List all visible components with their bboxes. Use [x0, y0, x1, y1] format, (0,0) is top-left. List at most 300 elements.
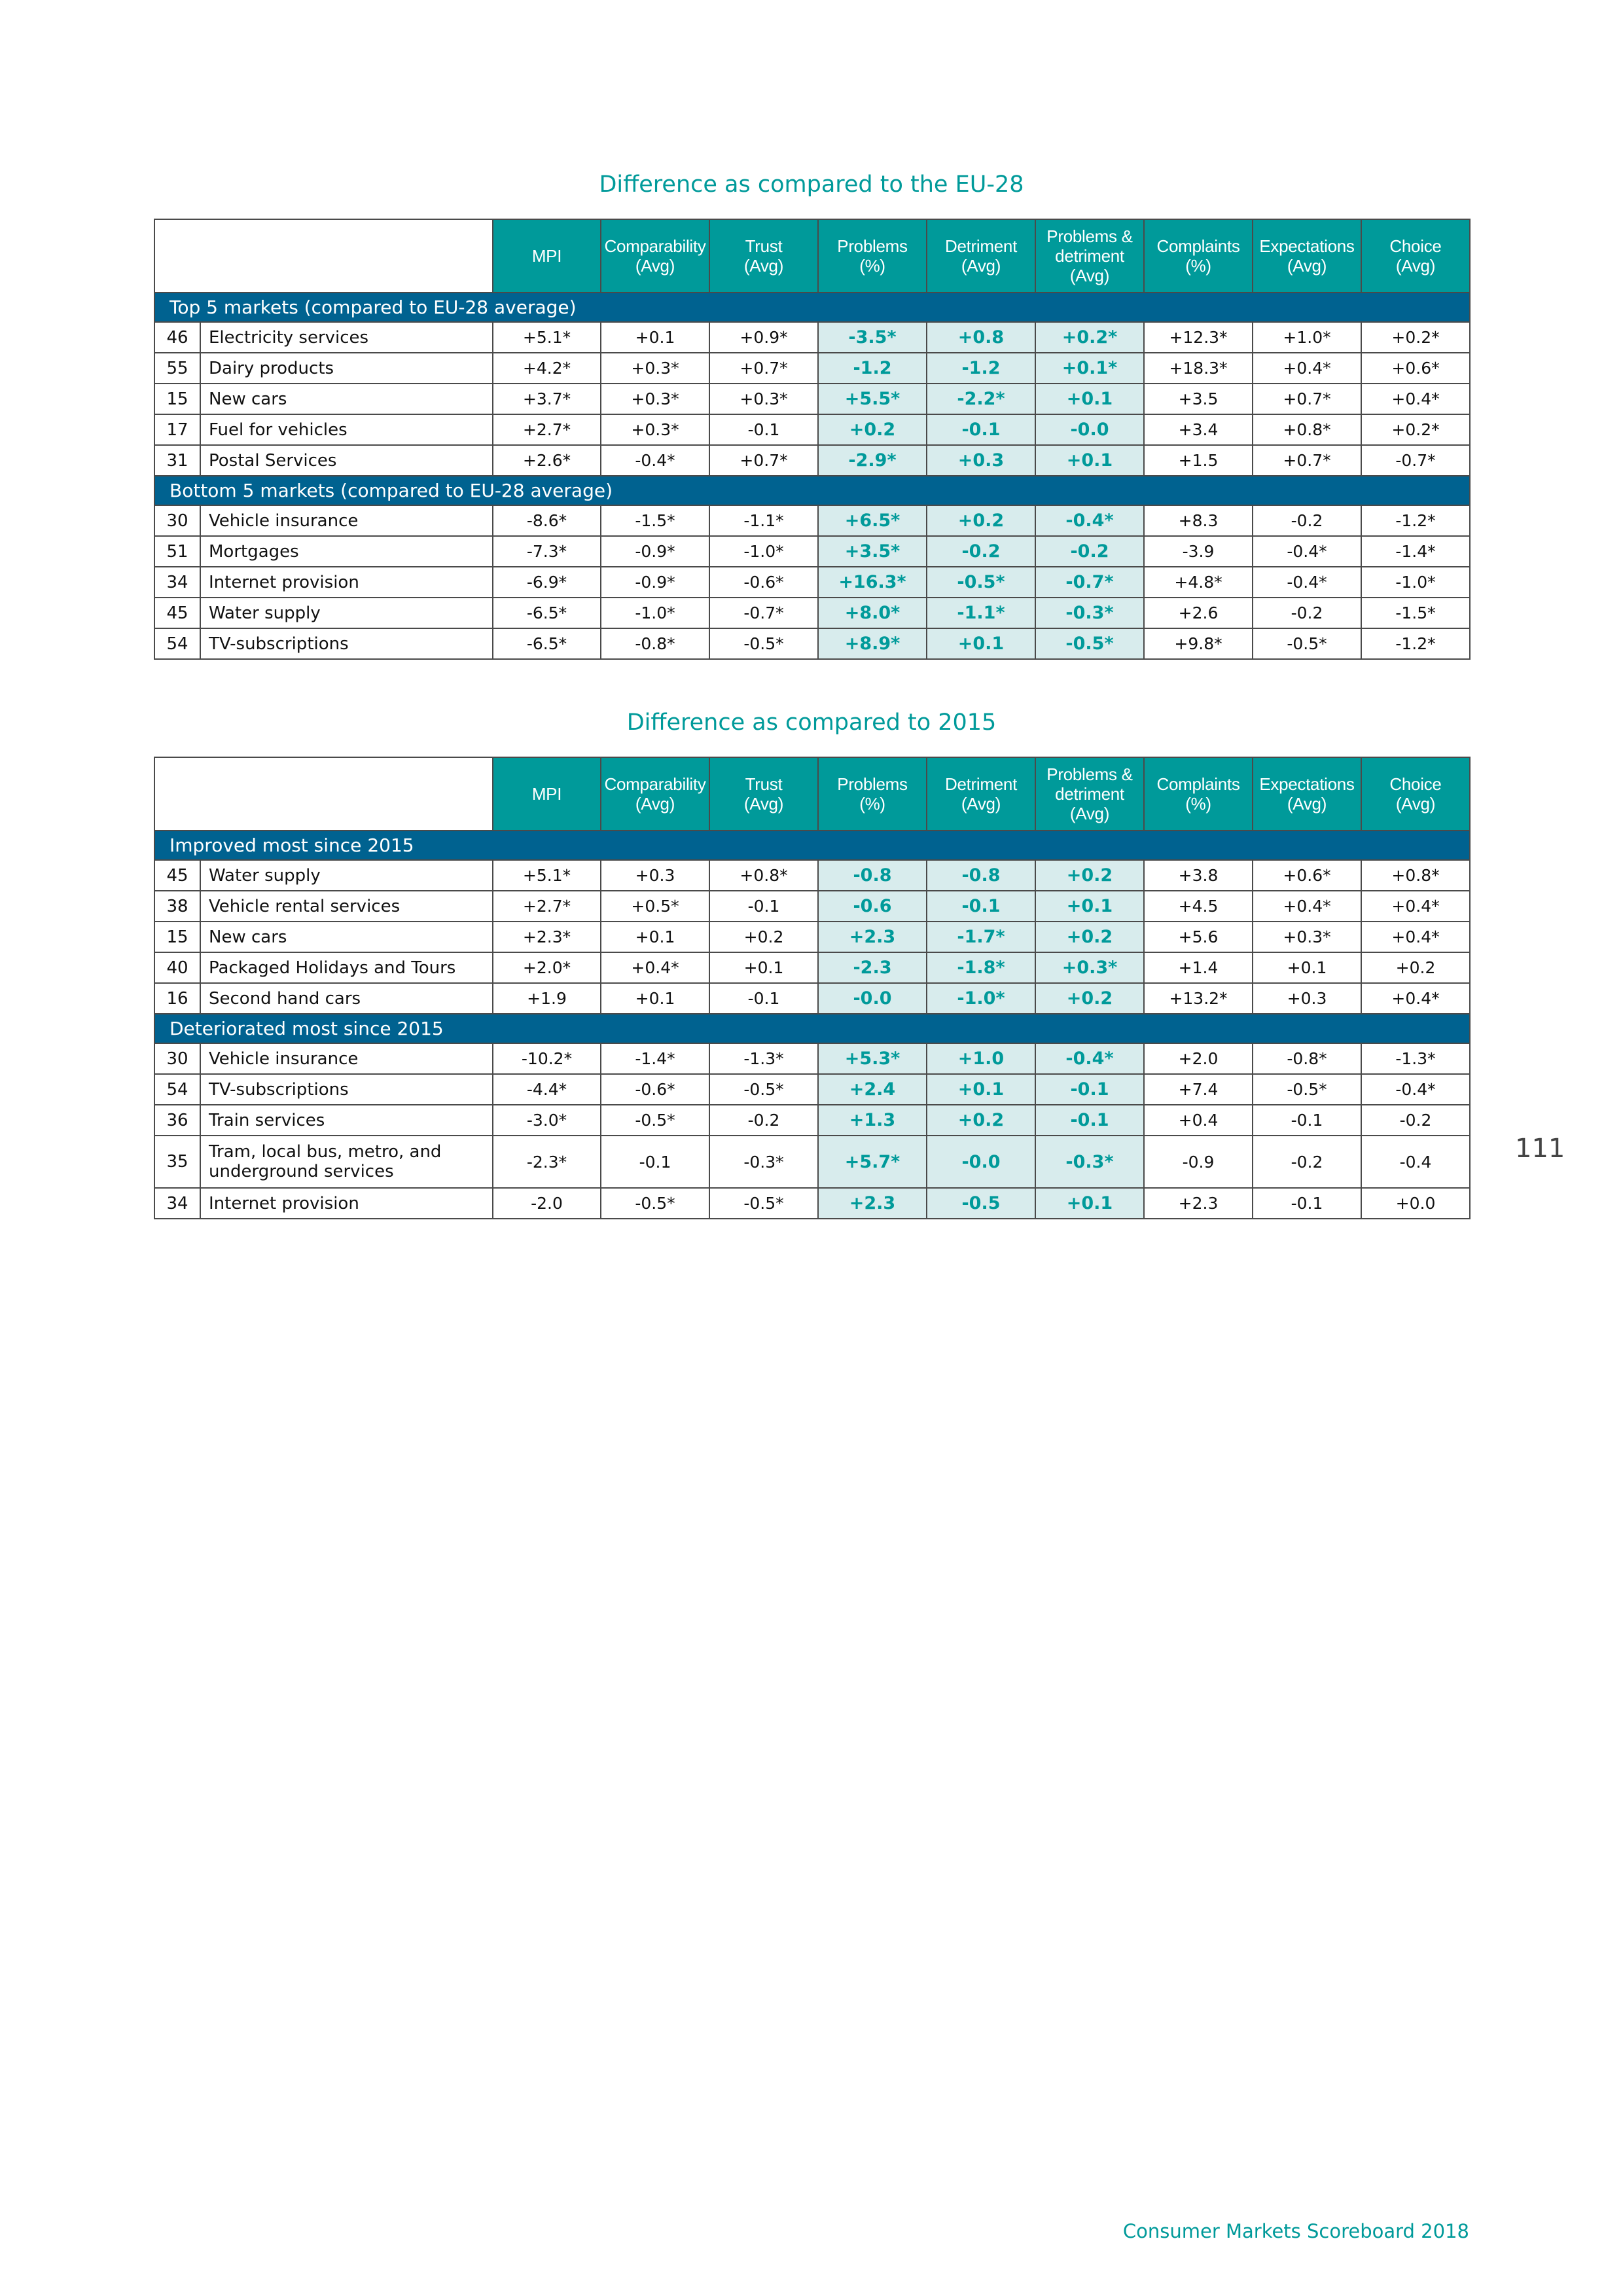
problems-detriment-value-cell: -0.4*	[1035, 1043, 1144, 1074]
column-header-line: MPI	[531, 246, 562, 266]
complaints-value-cell: +8.3	[1144, 505, 1253, 536]
detriment-value-cell: +0.8	[927, 322, 1035, 353]
mpi-value-cell: +4.2*	[493, 353, 601, 384]
table-row	[154, 567, 1470, 598]
table2-title: Difference as compared to 2015	[626, 709, 997, 736]
column-header-line: Expectations	[1259, 236, 1355, 256]
table-row	[154, 322, 1470, 353]
choice-value-cell: +0.4*	[1361, 891, 1470, 922]
header-row	[154, 219, 1470, 293]
column-header-choice	[1361, 757, 1470, 831]
detriment-value-cell: -0.1	[927, 891, 1035, 922]
mpi-value-cell: +2.6*	[493, 445, 601, 476]
mpi-value-cell: +5.1*	[493, 322, 601, 353]
market-name-cell: Tram, local bus, metro, and underground services	[200, 1136, 493, 1188]
problems-detriment-value-cell: +0.1	[1035, 384, 1144, 414]
detriment-value-cell: +1.0	[927, 1043, 1035, 1074]
complaints-value-cell: +18.3*	[1144, 353, 1253, 384]
eu28-comparison-table	[154, 219, 1471, 660]
column-header-complaints	[1144, 757, 1253, 831]
column-header-line: (Avg)	[961, 256, 1001, 276]
header-blank-cell	[154, 219, 493, 293]
problems-detriment-value-cell: -0.4*	[1035, 505, 1144, 536]
rank-cell: 17	[154, 414, 200, 445]
market-name-cell: Mortgages	[200, 536, 493, 567]
comparability-value-cell: +0.3	[601, 860, 709, 891]
comparability-value-cell: +0.1	[601, 922, 709, 952]
problems-detriment-value-cell: +0.2	[1035, 860, 1144, 891]
problems-detriment-value-cell: +0.3*	[1035, 952, 1144, 983]
expectations-value-cell: +0.4*	[1253, 353, 1361, 384]
market-name-cell: New cars	[200, 922, 493, 952]
complaints-value-cell: +3.4	[1144, 414, 1253, 445]
comparability-value-cell: -0.6*	[601, 1074, 709, 1105]
trust-value-cell: -0.5*	[709, 1074, 818, 1105]
trust-value-cell: -1.3*	[709, 1043, 818, 1074]
group-header-row	[154, 831, 1470, 860]
trust-value-cell: +0.2	[709, 922, 818, 952]
expectations-value-cell: -0.1	[1253, 1188, 1361, 1219]
comparability-value-cell: +0.3*	[601, 353, 709, 384]
market-name-cell: Fuel for vehicles	[200, 414, 493, 445]
expectations-value-cell: -0.1	[1253, 1105, 1361, 1136]
problems-value-cell: -3.5*	[818, 322, 927, 353]
mpi-value-cell: -2.0	[493, 1188, 601, 1219]
trust-value-cell: +0.7*	[709, 445, 818, 476]
rank-cell: 45	[154, 598, 200, 628]
column-header-detriment	[927, 757, 1035, 831]
problems-detriment-value-cell: -0.0	[1035, 414, 1144, 445]
comparability-value-cell: +0.5*	[601, 891, 709, 922]
mpi-value-cell: +2.7*	[493, 891, 601, 922]
column-header-line: detriment	[1055, 784, 1124, 804]
column-header-line: (Avg)	[1287, 256, 1327, 276]
market-name-cell: Postal Services	[200, 445, 493, 476]
column-header-mpi	[493, 219, 601, 293]
market-name-cell: Second hand cars	[200, 983, 493, 1014]
problems-detriment-value-cell: +0.1	[1035, 445, 1144, 476]
rank-cell: 36	[154, 1105, 200, 1136]
column-header-detriment	[927, 219, 1035, 293]
trust-value-cell: +0.1	[709, 952, 818, 983]
problems-value-cell: +8.0*	[818, 598, 927, 628]
column-header-line: (Avg)	[1395, 256, 1436, 276]
complaints-value-cell: +0.4	[1144, 1105, 1253, 1136]
table-row	[154, 1105, 1470, 1136]
rank-cell: 54	[154, 1074, 200, 1105]
choice-value-cell: +0.4*	[1361, 922, 1470, 952]
complaints-value-cell: +7.4	[1144, 1074, 1253, 1105]
complaints-value-cell: +9.8*	[1144, 628, 1253, 659]
detriment-value-cell: +0.1	[927, 1074, 1035, 1105]
choice-value-cell: -0.4*	[1361, 1074, 1470, 1105]
expectations-value-cell: -0.2	[1253, 1136, 1361, 1188]
table-row	[154, 445, 1470, 476]
problems-value-cell: -0.8	[818, 860, 927, 891]
rank-cell: 34	[154, 1188, 200, 1219]
problems-value-cell: +5.3*	[818, 1043, 927, 1074]
problems-detriment-value-cell: +0.1	[1035, 891, 1144, 922]
expectations-value-cell: -0.5*	[1253, 628, 1361, 659]
expectations-value-cell: +0.7*	[1253, 384, 1361, 414]
mpi-value-cell: +2.3*	[493, 922, 601, 952]
column-header-choice	[1361, 219, 1470, 293]
table-row	[154, 983, 1470, 1014]
problems-value-cell: +5.7*	[818, 1136, 927, 1188]
market-name-cell: Dairy products	[200, 353, 493, 384]
mpi-value-cell: -6.5*	[493, 598, 601, 628]
complaints-value-cell: +1.5	[1144, 445, 1253, 476]
comparability-value-cell: +0.1	[601, 322, 709, 353]
expectations-value-cell: -0.5*	[1253, 1074, 1361, 1105]
rank-cell: 38	[154, 891, 200, 922]
market-name-cell: Internet provision	[200, 1188, 493, 1219]
problems-value-cell: +3.5*	[818, 536, 927, 567]
choice-value-cell: -1.3*	[1361, 1043, 1470, 1074]
problems-value-cell: -2.9*	[818, 445, 927, 476]
mpi-value-cell: -7.3*	[493, 536, 601, 567]
comparability-value-cell: -0.1	[601, 1136, 709, 1188]
group-label: Improved most since 2015	[154, 831, 1470, 860]
column-header-line: Comparability	[604, 774, 706, 794]
table-row	[154, 1188, 1470, 1219]
problems-value-cell: +5.5*	[818, 384, 927, 414]
table-row	[154, 860, 1470, 891]
column-header-problems	[818, 757, 927, 831]
column-header-line: Complaints	[1156, 236, 1240, 256]
column-header-expectations	[1253, 757, 1361, 831]
rank-cell: 15	[154, 384, 200, 414]
column-header-line: Problems &	[1046, 764, 1133, 784]
column-header-problems-detriment	[1035, 757, 1144, 831]
expectations-value-cell: -0.2	[1253, 598, 1361, 628]
column-header-line: MPI	[531, 784, 562, 804]
page-number: 111	[1515, 1134, 1565, 1164]
rank-cell: 35	[154, 1136, 200, 1188]
detriment-value-cell: +0.3	[927, 445, 1035, 476]
group-header-row	[154, 476, 1470, 505]
complaints-value-cell: +13.2*	[1144, 983, 1253, 1014]
trust-value-cell: -0.6*	[709, 567, 818, 598]
rank-cell: 46	[154, 322, 200, 353]
detriment-value-cell: -1.2	[927, 353, 1035, 384]
rank-cell: 55	[154, 353, 200, 384]
problems-value-cell: +16.3*	[818, 567, 927, 598]
comparability-value-cell: -0.9*	[601, 567, 709, 598]
problems-value-cell: +8.9*	[818, 628, 927, 659]
comparability-value-cell: -0.4*	[601, 445, 709, 476]
column-header-expectations	[1253, 219, 1361, 293]
problems-detriment-value-cell: -0.1	[1035, 1074, 1144, 1105]
column-header-line: Trust	[745, 236, 783, 256]
choice-value-cell: +0.8*	[1361, 860, 1470, 891]
trust-value-cell: -0.2	[709, 1105, 818, 1136]
group-label: Top 5 markets (compared to EU-28 average)	[154, 293, 1470, 322]
market-name-cell: Packaged Holidays and Tours	[200, 952, 493, 983]
rank-cell: 40	[154, 952, 200, 983]
problems-value-cell: -0.0	[818, 983, 927, 1014]
problems-detriment-value-cell: -0.3*	[1035, 1136, 1144, 1188]
mpi-value-cell: +2.7*	[493, 414, 601, 445]
choice-value-cell: +0.2	[1361, 952, 1470, 983]
trust-value-cell: -1.0*	[709, 536, 818, 567]
detriment-value-cell: +0.2	[927, 505, 1035, 536]
detriment-value-cell: -0.1	[927, 414, 1035, 445]
choice-value-cell: -0.4	[1361, 1136, 1470, 1188]
market-name-cell: Train services	[200, 1105, 493, 1136]
comparability-value-cell: -1.5*	[601, 505, 709, 536]
column-header-line: (Avg)	[1395, 794, 1436, 814]
problems-value-cell: -1.2	[818, 353, 927, 384]
choice-value-cell: -1.2*	[1361, 505, 1470, 536]
expectations-value-cell: +0.3	[1253, 983, 1361, 1014]
trust-value-cell: -0.1	[709, 891, 818, 922]
detriment-value-cell: +0.2	[927, 1105, 1035, 1136]
mpi-value-cell: -3.0*	[493, 1105, 601, 1136]
header-row	[154, 757, 1470, 831]
complaints-value-cell: -3.9	[1144, 536, 1253, 567]
group-label: Bottom 5 markets (compared to EU-28 average)	[154, 476, 1470, 505]
choice-value-cell: -1.4*	[1361, 536, 1470, 567]
trust-value-cell: -0.5*	[709, 1188, 818, 1219]
column-header-line: Complaints	[1156, 774, 1240, 794]
column-header-line: Problems &	[1046, 226, 1133, 246]
problems-detriment-value-cell: -0.7*	[1035, 567, 1144, 598]
rank-cell: 54	[154, 628, 200, 659]
detriment-value-cell: -0.8	[927, 860, 1035, 891]
comparability-value-cell: -0.5*	[601, 1188, 709, 1219]
trust-value-cell: +0.3*	[709, 384, 818, 414]
column-header-line: Comparability	[604, 236, 706, 256]
complaints-value-cell: +2.6	[1144, 598, 1253, 628]
column-header-line: Problems	[837, 774, 908, 794]
column-header-trust	[709, 757, 818, 831]
comparability-value-cell: -0.9*	[601, 536, 709, 567]
detriment-value-cell: -0.0	[927, 1136, 1035, 1188]
table-row	[154, 598, 1470, 628]
trust-value-cell: -0.7*	[709, 598, 818, 628]
expectations-value-cell: +0.7*	[1253, 445, 1361, 476]
complaints-value-cell: +2.3	[1144, 1188, 1253, 1219]
complaints-value-cell: +3.8	[1144, 860, 1253, 891]
column-header-line: (Avg)	[743, 794, 784, 814]
column-header-line: Trust	[745, 774, 783, 794]
mpi-value-cell: -2.3*	[493, 1136, 601, 1188]
expectations-value-cell: +0.1	[1253, 952, 1361, 983]
choice-value-cell: -1.5*	[1361, 598, 1470, 628]
column-header-trust	[709, 219, 818, 293]
header-blank-cell	[154, 757, 493, 831]
complaints-value-cell: -0.9	[1144, 1136, 1253, 1188]
problems-value-cell: +2.3	[818, 1188, 927, 1219]
column-header-line: Choice	[1389, 774, 1442, 794]
comparability-value-cell: -0.8*	[601, 628, 709, 659]
table-row	[154, 952, 1470, 983]
column-header-line: (%)	[1185, 794, 1211, 814]
column-header-line: (%)	[859, 256, 885, 276]
market-name-cell: TV-subscriptions	[200, 628, 493, 659]
expectations-value-cell: +0.6*	[1253, 860, 1361, 891]
detriment-value-cell: -1.0*	[927, 983, 1035, 1014]
market-name-cell: Water supply	[200, 598, 493, 628]
column-header-line: (Avg)	[1287, 794, 1327, 814]
table-row	[154, 922, 1470, 952]
comparability-value-cell: +0.4*	[601, 952, 709, 983]
expectations-value-cell: +0.3*	[1253, 922, 1361, 952]
expectations-value-cell: -0.4*	[1253, 536, 1361, 567]
group-header-row	[154, 1014, 1470, 1043]
column-header-line: (%)	[1185, 256, 1211, 276]
rank-cell: 51	[154, 536, 200, 567]
problems-detriment-value-cell: +0.1*	[1035, 353, 1144, 384]
column-header-line: (Avg)	[635, 256, 675, 276]
column-header-comparability	[601, 219, 709, 293]
comparability-value-cell: +0.1	[601, 983, 709, 1014]
problems-value-cell: -0.6	[818, 891, 927, 922]
column-header-comparability	[601, 757, 709, 831]
rank-cell: 45	[154, 860, 200, 891]
table-row	[154, 414, 1470, 445]
expectations-value-cell: -0.2	[1253, 505, 1361, 536]
column-header-line: (%)	[859, 794, 885, 814]
column-header-line: (Avg)	[1069, 804, 1110, 823]
problems-detriment-value-cell: +0.1	[1035, 1188, 1144, 1219]
trust-value-cell: -0.5*	[709, 628, 818, 659]
mpi-value-cell: +1.9	[493, 983, 601, 1014]
rank-cell: 30	[154, 505, 200, 536]
choice-value-cell: +0.6*	[1361, 353, 1470, 384]
complaints-value-cell: +4.5	[1144, 891, 1253, 922]
problems-detriment-value-cell: -0.1	[1035, 1105, 1144, 1136]
table-row	[154, 353, 1470, 384]
2015-comparison-table	[154, 757, 1471, 1219]
problems-detriment-value-cell: +0.2	[1035, 983, 1144, 1014]
trust-value-cell: +0.7*	[709, 353, 818, 384]
expectations-value-cell: -0.8*	[1253, 1043, 1361, 1074]
detriment-value-cell: +0.1	[927, 628, 1035, 659]
market-name-cell: Vehicle insurance	[200, 1043, 493, 1074]
column-header-line: Detriment	[945, 236, 1017, 256]
problems-detriment-value-cell: -0.3*	[1035, 598, 1144, 628]
complaints-value-cell: +1.4	[1144, 952, 1253, 983]
comparability-value-cell: +0.3*	[601, 384, 709, 414]
problems-detriment-value-cell: -0.5*	[1035, 628, 1144, 659]
trust-value-cell: -0.3*	[709, 1136, 818, 1188]
market-name-cell: Water supply	[200, 860, 493, 891]
trust-value-cell: -0.1	[709, 414, 818, 445]
column-header-problems-detriment	[1035, 219, 1144, 293]
market-name-cell: New cars	[200, 384, 493, 414]
comparability-value-cell: +0.3*	[601, 414, 709, 445]
table-row	[154, 536, 1470, 567]
complaints-value-cell: +4.8*	[1144, 567, 1253, 598]
comparability-value-cell: -0.5*	[601, 1105, 709, 1136]
column-header-problems	[818, 219, 927, 293]
market-name-cell: Internet provision	[200, 567, 493, 598]
complaints-value-cell: +3.5	[1144, 384, 1253, 414]
rank-cell: 16	[154, 983, 200, 1014]
mpi-value-cell: -6.5*	[493, 628, 601, 659]
choice-value-cell: +0.4*	[1361, 384, 1470, 414]
group-header-row	[154, 293, 1470, 322]
trust-value-cell: -1.1*	[709, 505, 818, 536]
column-header-complaints	[1144, 219, 1253, 293]
detriment-value-cell: -1.8*	[927, 952, 1035, 983]
choice-value-cell: -1.0*	[1361, 567, 1470, 598]
trust-value-cell: +0.8*	[709, 860, 818, 891]
detriment-value-cell: -1.7*	[927, 922, 1035, 952]
expectations-value-cell: +0.8*	[1253, 414, 1361, 445]
rank-cell: 15	[154, 922, 200, 952]
mpi-value-cell: +2.0*	[493, 952, 601, 983]
table-row	[154, 1074, 1470, 1105]
detriment-value-cell: -0.5	[927, 1188, 1035, 1219]
column-header-line: (Avg)	[635, 794, 675, 814]
column-header-line: (Avg)	[961, 794, 1001, 814]
trust-value-cell: +0.9*	[709, 322, 818, 353]
choice-value-cell: +0.2*	[1361, 414, 1470, 445]
table-row	[154, 628, 1470, 659]
choice-value-cell: -0.2	[1361, 1105, 1470, 1136]
group-label: Deteriorated most since 2015	[154, 1014, 1470, 1043]
column-header-line: Expectations	[1259, 774, 1355, 794]
detriment-value-cell: -1.1*	[927, 598, 1035, 628]
expectations-value-cell: -0.4*	[1253, 567, 1361, 598]
table-row	[154, 1136, 1470, 1188]
problems-value-cell: +0.2	[818, 414, 927, 445]
expectations-value-cell: +0.4*	[1253, 891, 1361, 922]
column-header-line: (Avg)	[1069, 266, 1110, 285]
detriment-value-cell: -0.5*	[927, 567, 1035, 598]
choice-value-cell: +0.4*	[1361, 983, 1470, 1014]
mpi-value-cell: +5.1*	[493, 860, 601, 891]
column-header-line: detriment	[1055, 246, 1124, 266]
mpi-value-cell: +3.7*	[493, 384, 601, 414]
problems-value-cell: +1.3	[818, 1105, 927, 1136]
table-row	[154, 505, 1470, 536]
choice-value-cell: -0.7*	[1361, 445, 1470, 476]
trust-value-cell: -0.1	[709, 983, 818, 1014]
problems-value-cell: +2.4	[818, 1074, 927, 1105]
market-name-cell: Vehicle rental services	[200, 891, 493, 922]
problems-value-cell: +2.3	[818, 922, 927, 952]
problems-detriment-value-cell: +0.2	[1035, 922, 1144, 952]
problems-detriment-value-cell: -0.2	[1035, 536, 1144, 567]
mpi-value-cell: -8.6*	[493, 505, 601, 536]
column-header-line: Problems	[837, 236, 908, 256]
complaints-value-cell: +5.6	[1144, 922, 1253, 952]
comparability-value-cell: -1.4*	[601, 1043, 709, 1074]
mpi-value-cell: -4.4*	[493, 1074, 601, 1105]
mpi-value-cell: -10.2*	[493, 1043, 601, 1074]
rank-cell: 31	[154, 445, 200, 476]
table-row	[154, 1043, 1470, 1074]
problems-value-cell: -2.3	[818, 952, 927, 983]
column-header-line: Choice	[1389, 236, 1442, 256]
problems-value-cell: +6.5*	[818, 505, 927, 536]
complaints-value-cell: +12.3*	[1144, 322, 1253, 353]
column-header-line: Detriment	[945, 774, 1017, 794]
market-name-cell: Vehicle insurance	[200, 505, 493, 536]
comparability-value-cell: -1.0*	[601, 598, 709, 628]
complaints-value-cell: +2.0	[1144, 1043, 1253, 1074]
footer-text: Consumer Markets Scoreboard 2018	[1122, 2220, 1469, 2242]
column-header-line: (Avg)	[743, 256, 784, 276]
market-name-cell: Electricity services	[200, 322, 493, 353]
mpi-value-cell: -6.9*	[493, 567, 601, 598]
table1-title: Difference as compared to the EU-28	[599, 171, 1024, 198]
rank-cell: 34	[154, 567, 200, 598]
